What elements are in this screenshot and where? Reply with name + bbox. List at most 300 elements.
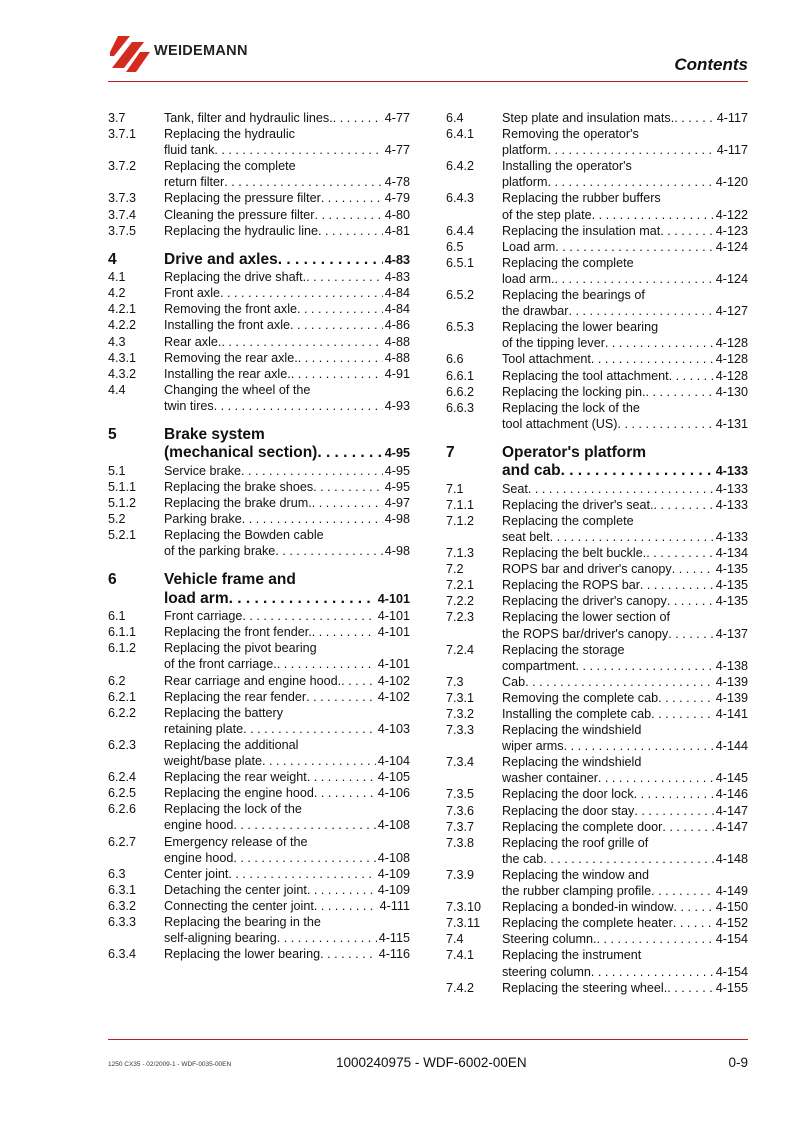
toc-entry[interactable] xyxy=(446,674,748,690)
toc-entry-title: Replacing the front fender. xyxy=(164,625,312,640)
toc-entry-page: 4-81 xyxy=(384,223,410,238)
toc-entry-page: 4-101 xyxy=(377,625,410,640)
dot-leader xyxy=(221,334,382,350)
toc-entry-title: washer container xyxy=(502,771,598,786)
toc-entry[interactable] xyxy=(446,513,748,545)
dot-leader xyxy=(640,577,714,593)
toc-entry[interactable] xyxy=(446,899,748,915)
toc-entry-number: 6.2.1 xyxy=(108,689,137,704)
toc-entry-title: Seat xyxy=(502,481,528,496)
dot-leader xyxy=(312,624,376,640)
toc-entry[interactable] xyxy=(108,769,410,785)
dot-leader xyxy=(561,462,714,480)
toc-entry-page: 4-146 xyxy=(715,787,748,802)
toc-entry[interactable] xyxy=(108,317,410,333)
toc-entry[interactable] xyxy=(446,754,748,786)
toc-entry[interactable] xyxy=(108,914,410,946)
toc-entry[interactable] xyxy=(446,287,748,319)
toc-entry[interactable] xyxy=(108,866,410,882)
toc-entry-page: 4-109 xyxy=(377,866,410,881)
toc-entry[interactable] xyxy=(446,803,748,819)
toc-entry-title: Center joint xyxy=(164,866,229,881)
dot-leader xyxy=(313,479,383,495)
toc-entry[interactable] xyxy=(446,642,748,674)
toc-entry-title: Replacing a bonded-in window xyxy=(502,900,674,915)
toc-entry[interactable] xyxy=(108,479,410,495)
toc-entry[interactable] xyxy=(446,400,748,432)
toc-entry-number: 6.1.1 xyxy=(108,625,137,640)
toc-entry[interactable] xyxy=(446,947,748,979)
toc-entry-title: Cleaning the pressure filter xyxy=(164,207,315,222)
dot-leader xyxy=(233,817,375,833)
toc-entry-title: Parking brake xyxy=(164,512,242,527)
toc-entry-number: 4.1 xyxy=(108,270,126,285)
dot-leader xyxy=(669,368,714,384)
toc-entry[interactable] xyxy=(108,737,410,769)
toc-entry-title: Replacing the lock of the xyxy=(164,802,302,817)
toc-entry-title: the drawbar xyxy=(502,304,569,319)
toc-entry[interactable] xyxy=(108,223,410,239)
toc-entry[interactable] xyxy=(108,834,410,866)
toc-entry-title: Replacing the engine hood xyxy=(164,786,314,801)
toc-entry-title: Replacing the door lock xyxy=(502,787,634,802)
toc-entry-number: 3.7.1 xyxy=(108,127,137,142)
toc-entry-number: 3.7.4 xyxy=(108,207,137,222)
dot-leader xyxy=(591,964,714,980)
toc-entry[interactable] xyxy=(108,785,410,801)
toc-chapter[interactable] xyxy=(446,444,748,481)
toc-entry[interactable] xyxy=(446,931,748,947)
toc-entry[interactable] xyxy=(108,495,410,511)
dot-leader xyxy=(242,608,375,624)
toc-entry[interactable] xyxy=(108,689,410,705)
toc-entry[interactable] xyxy=(108,382,410,414)
toc-entry-page: 4-133 xyxy=(715,497,748,512)
toc-entry-title: Replacing the complete door xyxy=(502,819,663,834)
toc-entry-page: 4-115 xyxy=(378,931,410,946)
dot-leader xyxy=(674,110,714,126)
toc-entry-title: Replacing the storage xyxy=(502,642,625,657)
dot-leader xyxy=(315,207,383,223)
dot-leader xyxy=(651,706,714,722)
toc-entry-number: 6 xyxy=(108,571,117,589)
toc-entry[interactable] xyxy=(446,819,748,835)
toc-entry-page: 4-88 xyxy=(384,350,410,365)
toc-entry-title: Emergency release of the xyxy=(164,834,308,849)
toc-entry[interactable] xyxy=(108,624,410,640)
toc-entry-title: Removing the rear axle. xyxy=(164,350,298,365)
toc-entry-page: 4-95 xyxy=(384,446,410,461)
toc-entry[interactable] xyxy=(446,786,748,802)
toc-entry-page: 4-149 xyxy=(715,884,748,899)
dot-leader xyxy=(618,416,714,432)
toc-entry-title: Replacing the drive shaft. xyxy=(164,270,307,285)
dot-leader xyxy=(306,269,383,285)
toc-entry-page: 4-122 xyxy=(715,207,748,222)
toc-entry-number: 6.4.2 xyxy=(446,159,475,174)
toc-entry[interactable] xyxy=(446,545,748,561)
dot-leader xyxy=(668,626,714,642)
toc-entry[interactable] xyxy=(108,608,410,624)
dot-leader xyxy=(243,721,376,737)
toc-entry[interactable] xyxy=(108,366,410,382)
toc-entry[interactable] xyxy=(446,690,748,706)
toc-entry-number: 3.7.3 xyxy=(108,191,137,206)
dot-leader xyxy=(651,883,714,899)
toc-entry-page: 4-155 xyxy=(715,980,748,995)
toc-entry-title: Replacing the battery xyxy=(164,705,284,720)
toc-entry-title: Front carriage xyxy=(164,609,243,624)
toc-entry-title: Replacing the tool attachment xyxy=(502,368,669,383)
toc-entry[interactable] xyxy=(446,239,748,255)
toc-entry-title: Cab xyxy=(502,674,526,689)
toc-entry-page: 4-95 xyxy=(384,463,410,478)
toc-entry-number: 4.4 xyxy=(108,382,126,397)
dot-leader xyxy=(673,915,714,931)
dot-leader xyxy=(277,656,376,672)
toc-entry-page: 4-84 xyxy=(384,302,410,317)
toc-entry-title: Removing the front axle xyxy=(164,302,298,317)
toc-entry-title: fluid tank xyxy=(164,143,215,158)
toc-entry-title: Replacing the bearing in the xyxy=(164,914,321,929)
toc-entry-number: 5.1.1 xyxy=(108,479,137,494)
toc-entry-number: 4 xyxy=(108,250,117,268)
dot-leader xyxy=(307,769,376,785)
toc-entry-title: Replacing the driver's canopy xyxy=(502,594,667,609)
toc-entry-title: Rear carriage and engine hood. xyxy=(164,673,342,688)
toc-entry-title: steering column xyxy=(502,964,591,979)
toc-entry-page: 4-98 xyxy=(384,544,410,559)
toc-entry-title: Replacing the bearings of xyxy=(502,288,645,303)
toc-entry-page: 4-105 xyxy=(377,770,410,785)
toc-entry-page: 4-150 xyxy=(715,900,748,915)
toc-entry-page: 4-109 xyxy=(377,882,410,897)
toc-entry-title: Replacing the lower section of xyxy=(502,610,671,625)
toc-entry-number: 5 xyxy=(108,426,117,443)
toc-entry-title: Replacing the complete xyxy=(164,159,296,174)
toc-entry-title: Replacing the windshield xyxy=(502,723,642,738)
toc-entry[interactable] xyxy=(446,867,748,899)
toc-entry-title: the ROPS bar/driver's canopy xyxy=(502,626,669,641)
dot-leader xyxy=(548,142,715,158)
toc-chapter[interactable] xyxy=(108,571,410,608)
toc-entry-title: platform xyxy=(502,143,548,158)
dot-leader xyxy=(298,350,383,366)
toc-entry-number: 4.3 xyxy=(108,334,126,349)
toc-entry-number: 7.4.1 xyxy=(446,948,475,963)
toc-entry-title: Vehicle frame and xyxy=(164,571,296,589)
dot-leader xyxy=(667,980,714,996)
toc-entry-number: 5.2.1 xyxy=(108,528,137,543)
toc-entry-page: 4-134 xyxy=(715,546,748,561)
dot-leader xyxy=(634,803,713,819)
toc-entry[interactable] xyxy=(108,801,410,833)
toc-entry-number: 6.2.7 xyxy=(108,834,137,849)
dot-leader xyxy=(306,689,376,705)
toc-entry-page: 4-137 xyxy=(715,626,748,641)
toc-entry[interactable] xyxy=(446,980,748,996)
footer-divider xyxy=(108,1039,748,1040)
dot-leader xyxy=(214,398,383,414)
toc-entry-number: 7.3.1 xyxy=(446,690,475,705)
toc-entry[interactable] xyxy=(108,285,410,301)
footer-document-code: 1250 CX35 - 02/2009-1 - WDF-0035-00EN xyxy=(108,1061,232,1068)
toc-entry-page: 4-139 xyxy=(715,690,748,705)
toc-entry-title: Replacing the insulation mat xyxy=(502,223,661,238)
toc-entry-page: 4-130 xyxy=(715,384,748,399)
dot-leader xyxy=(662,819,713,835)
toc-entry-title: Replacing the additional xyxy=(164,737,299,752)
toc-entry-page: 4-124 xyxy=(715,271,748,286)
toc-entry-number: 4.2.1 xyxy=(108,302,137,317)
toc-entry-title: of the step plate xyxy=(502,207,592,222)
toc-entry[interactable] xyxy=(108,269,410,285)
toc-entry-title: tool attachment (US) xyxy=(502,416,618,431)
toc-entry[interactable] xyxy=(446,706,748,722)
toc-entry-title: Replacing the rear weight xyxy=(164,770,307,785)
toc-entry-title: wiper arms xyxy=(502,739,564,754)
dot-leader xyxy=(321,190,383,206)
toc-entry-title: Replacing the steering wheel. xyxy=(502,980,668,995)
toc-entry-title: Replacing the pressure filter xyxy=(164,191,321,206)
brand-name: WEIDEMANN xyxy=(154,43,248,59)
dot-leader xyxy=(333,110,383,126)
toc-entry-page: 4-102 xyxy=(377,673,410,688)
toc-entry[interactable] xyxy=(108,946,410,962)
dot-leader xyxy=(278,251,383,269)
toc-entry[interactable] xyxy=(108,705,410,737)
toc-entry-title: Replacing the lower bearing xyxy=(164,947,321,962)
toc-entry-title: load arm xyxy=(164,589,229,607)
toc-entry-number: 6.3.1 xyxy=(108,882,137,897)
toc-entry-page: 4-127 xyxy=(715,304,748,319)
toc-entry-title: the cab xyxy=(502,851,544,866)
dot-leader xyxy=(229,590,376,608)
toc-entry[interactable] xyxy=(108,110,410,126)
toc-entry-page: 4-138 xyxy=(715,658,748,673)
toc-entry-title: Load arm xyxy=(502,239,556,254)
dot-leader xyxy=(528,481,714,497)
toc-entry[interactable] xyxy=(108,511,410,527)
toc-entry-title: Brake system xyxy=(164,426,265,443)
toc-entry-page: 4-84 xyxy=(384,286,410,301)
toc-entry[interactable] xyxy=(446,577,748,593)
dot-leader xyxy=(341,673,376,689)
toc-entry-number: 5.1.2 xyxy=(108,496,137,510)
toc-entry-page: 4-128 xyxy=(715,336,748,351)
dot-leader xyxy=(525,674,714,690)
toc-entry[interactable] xyxy=(446,835,748,867)
toc-entry[interactable] xyxy=(446,126,748,158)
toc-entry[interactable] xyxy=(446,190,748,222)
dot-leader xyxy=(262,753,376,769)
toc-entry-title: Replacing the instrument xyxy=(502,948,642,963)
toc-entry-title: Front axle xyxy=(164,286,220,301)
toc-entry[interactable] xyxy=(446,915,748,931)
toc-entry-number: 6.5.2 xyxy=(446,288,475,303)
toc-entry[interactable] xyxy=(446,722,748,754)
toc-entry[interactable] xyxy=(108,190,410,206)
toc-entry[interactable] xyxy=(108,898,410,914)
toc-entry[interactable] xyxy=(446,561,748,577)
toc-entry-number: 4.2.2 xyxy=(108,318,137,333)
toc-entry[interactable] xyxy=(108,126,410,158)
toc-entry-title: Replacing the complete heater xyxy=(502,916,673,931)
toc-entry-page: 4-80 xyxy=(384,207,410,222)
toc-entry-page: 4-95 xyxy=(384,479,410,494)
dot-leader xyxy=(672,561,714,577)
toc-entry-title: engine hood xyxy=(164,818,234,833)
toc-entry-title: Replacing the pivot bearing xyxy=(164,641,317,656)
toc-entry-page: 4-101 xyxy=(377,591,410,606)
toc-entry-title: Replacing the brake shoes xyxy=(164,479,314,494)
toc-entry[interactable] xyxy=(446,255,748,287)
toc-entry-page: 4-83 xyxy=(384,252,410,267)
toc-entry-number: 6.2 xyxy=(108,673,126,688)
toc-entry-page: 4-116 xyxy=(378,947,410,962)
toc-entry-title: Changing the wheel of the xyxy=(164,382,311,397)
toc-entry-number: 7.3.8 xyxy=(446,835,475,850)
toc-entry-page: 4-120 xyxy=(715,175,748,190)
toc-entry[interactable] xyxy=(446,384,748,400)
toc-entry-page: 4-128 xyxy=(715,352,748,367)
toc-entry-number: 4.3.2 xyxy=(108,366,137,381)
toc-entry-title: Replacing the ROPS bar xyxy=(502,578,640,593)
toc-entry-title: Replacing the hydraulic line xyxy=(164,223,319,238)
dot-leader xyxy=(275,543,382,559)
dot-leader xyxy=(658,690,714,706)
toc-entry[interactable] xyxy=(108,463,410,479)
toc-entry-number: 7.3.7 xyxy=(446,819,475,834)
toc-entry[interactable] xyxy=(108,158,410,190)
toc-entry[interactable] xyxy=(446,319,748,351)
toc-entry-title: Replacing the door stay xyxy=(502,803,635,818)
toc-entry[interactable] xyxy=(108,640,410,672)
toc-entry[interactable] xyxy=(108,301,410,317)
dot-leader xyxy=(314,898,378,914)
dot-leader xyxy=(597,931,714,947)
toc-entry-page: 4-133 xyxy=(715,529,748,544)
dot-leader xyxy=(214,142,382,158)
dot-leader xyxy=(318,223,383,239)
toc-entry-number: 7.2.1 xyxy=(446,578,475,593)
toc-entry-title: Installing the complete cab xyxy=(502,707,652,721)
toc-entry-page: 4-86 xyxy=(384,318,410,333)
toc-entry-number: 7.4 xyxy=(446,932,464,947)
toc-entry-number: 7.3.9 xyxy=(446,867,475,882)
toc-entry-title: Connecting the center joint xyxy=(164,898,314,913)
toc-entry-number: 4.2 xyxy=(108,286,126,301)
dot-leader xyxy=(242,511,383,527)
toc-entry[interactable] xyxy=(446,593,748,609)
dot-leader xyxy=(660,223,714,239)
toc-entry-page: 4-144 xyxy=(715,739,748,754)
toc-entry-number: 6.4.1 xyxy=(446,127,475,142)
toc-entry[interactable] xyxy=(446,158,748,190)
toc-entry-title: Installing the front axle xyxy=(164,318,291,333)
toc-entry[interactable] xyxy=(108,350,410,366)
toc-entry-title: Replacing the complete xyxy=(502,513,634,528)
toc-entry-page: 4-123 xyxy=(715,223,748,238)
toc-entry-page: 4-77 xyxy=(384,143,410,158)
toc-entry[interactable] xyxy=(446,481,748,497)
toc-entry-number: 7.3.3 xyxy=(446,723,475,738)
toc-entry[interactable] xyxy=(446,351,748,367)
toc-entry-title: (mechanical section) xyxy=(164,444,318,462)
dot-leader xyxy=(569,303,714,319)
toc-entry-title: Replacing the roof grille of xyxy=(502,835,649,850)
toc-entry-number: 6.3.4 xyxy=(108,947,137,962)
toc-entry[interactable] xyxy=(108,882,410,898)
toc-entry[interactable] xyxy=(108,207,410,223)
toc-entry[interactable] xyxy=(446,110,748,126)
dot-leader xyxy=(634,786,714,802)
dot-leader xyxy=(224,174,383,190)
header-divider xyxy=(108,81,748,82)
toc-entry[interactable] xyxy=(446,497,748,513)
dot-leader xyxy=(290,317,383,333)
toc-entry[interactable] xyxy=(446,368,748,384)
toc-entry-number: 7.3.6 xyxy=(446,803,475,818)
toc-entry-number: 7.3 xyxy=(446,674,464,689)
toc-entry-page: 4-145 xyxy=(715,771,748,786)
dot-leader xyxy=(592,207,714,223)
dot-leader xyxy=(591,351,714,367)
dot-leader xyxy=(233,850,375,866)
dot-leader xyxy=(654,497,714,513)
toc-entry-title: self-aligning bearing xyxy=(164,931,277,946)
toc-entry-title: Replacing the brake drum. xyxy=(164,496,312,510)
toc-entry-title: Replacing the belt buckle. xyxy=(502,546,647,561)
toc-entry-number: 7.1.1 xyxy=(446,497,475,512)
toc-entry-page: 4-97 xyxy=(384,496,410,510)
toc-entry-number: 7.2.3 xyxy=(446,610,475,625)
toc-entry-page: 4-128 xyxy=(715,368,748,383)
dot-leader xyxy=(297,301,383,317)
toc-entry-title: the rubber clamping profile xyxy=(502,884,652,899)
toc-entry-title: Removing the complete cab xyxy=(502,690,659,705)
toc-entry-page: 4-111 xyxy=(379,898,410,913)
toc-entry-title: Service brake xyxy=(164,463,241,478)
toc-entry-page: 4-148 xyxy=(715,851,748,866)
dot-leader xyxy=(307,882,376,898)
toc-entry[interactable] xyxy=(446,609,748,641)
toc-entry[interactable] xyxy=(108,673,410,689)
toc-entry[interactable] xyxy=(108,527,410,559)
toc-entry-number: 7.1.3 xyxy=(446,546,475,561)
toc-entry-number: 6.2.5 xyxy=(108,786,137,801)
toc-entry-title: twin tires xyxy=(164,398,214,413)
toc-entry-page: 4-91 xyxy=(384,366,410,381)
toc-entry-number: 6.3.3 xyxy=(108,914,137,929)
dot-leader xyxy=(555,239,714,255)
toc-entry-title: Replacing the driver's seat. xyxy=(502,497,654,512)
toc-entry-number: 7.3.5 xyxy=(446,787,475,802)
toc-entry-number: 7.3.10 xyxy=(446,900,482,915)
toc-entry[interactable] xyxy=(108,334,410,350)
weidemann-logo xyxy=(110,34,270,74)
toc-entry-page: 4-135 xyxy=(715,562,748,577)
toc-chapter[interactable] xyxy=(108,251,410,269)
toc-entry-number: 6.5 xyxy=(446,239,464,254)
toc-entry-title: weight/base plate xyxy=(164,754,263,769)
toc-entry-number: 6.2.6 xyxy=(108,802,137,817)
toc-chapter[interactable] xyxy=(108,426,410,463)
toc-entry-number: 6.3.2 xyxy=(108,898,137,913)
toc-entry-title: Tool attachment xyxy=(502,352,591,367)
toc-entry-number: 7.1 xyxy=(446,481,464,496)
toc-entry[interactable] xyxy=(446,223,748,239)
